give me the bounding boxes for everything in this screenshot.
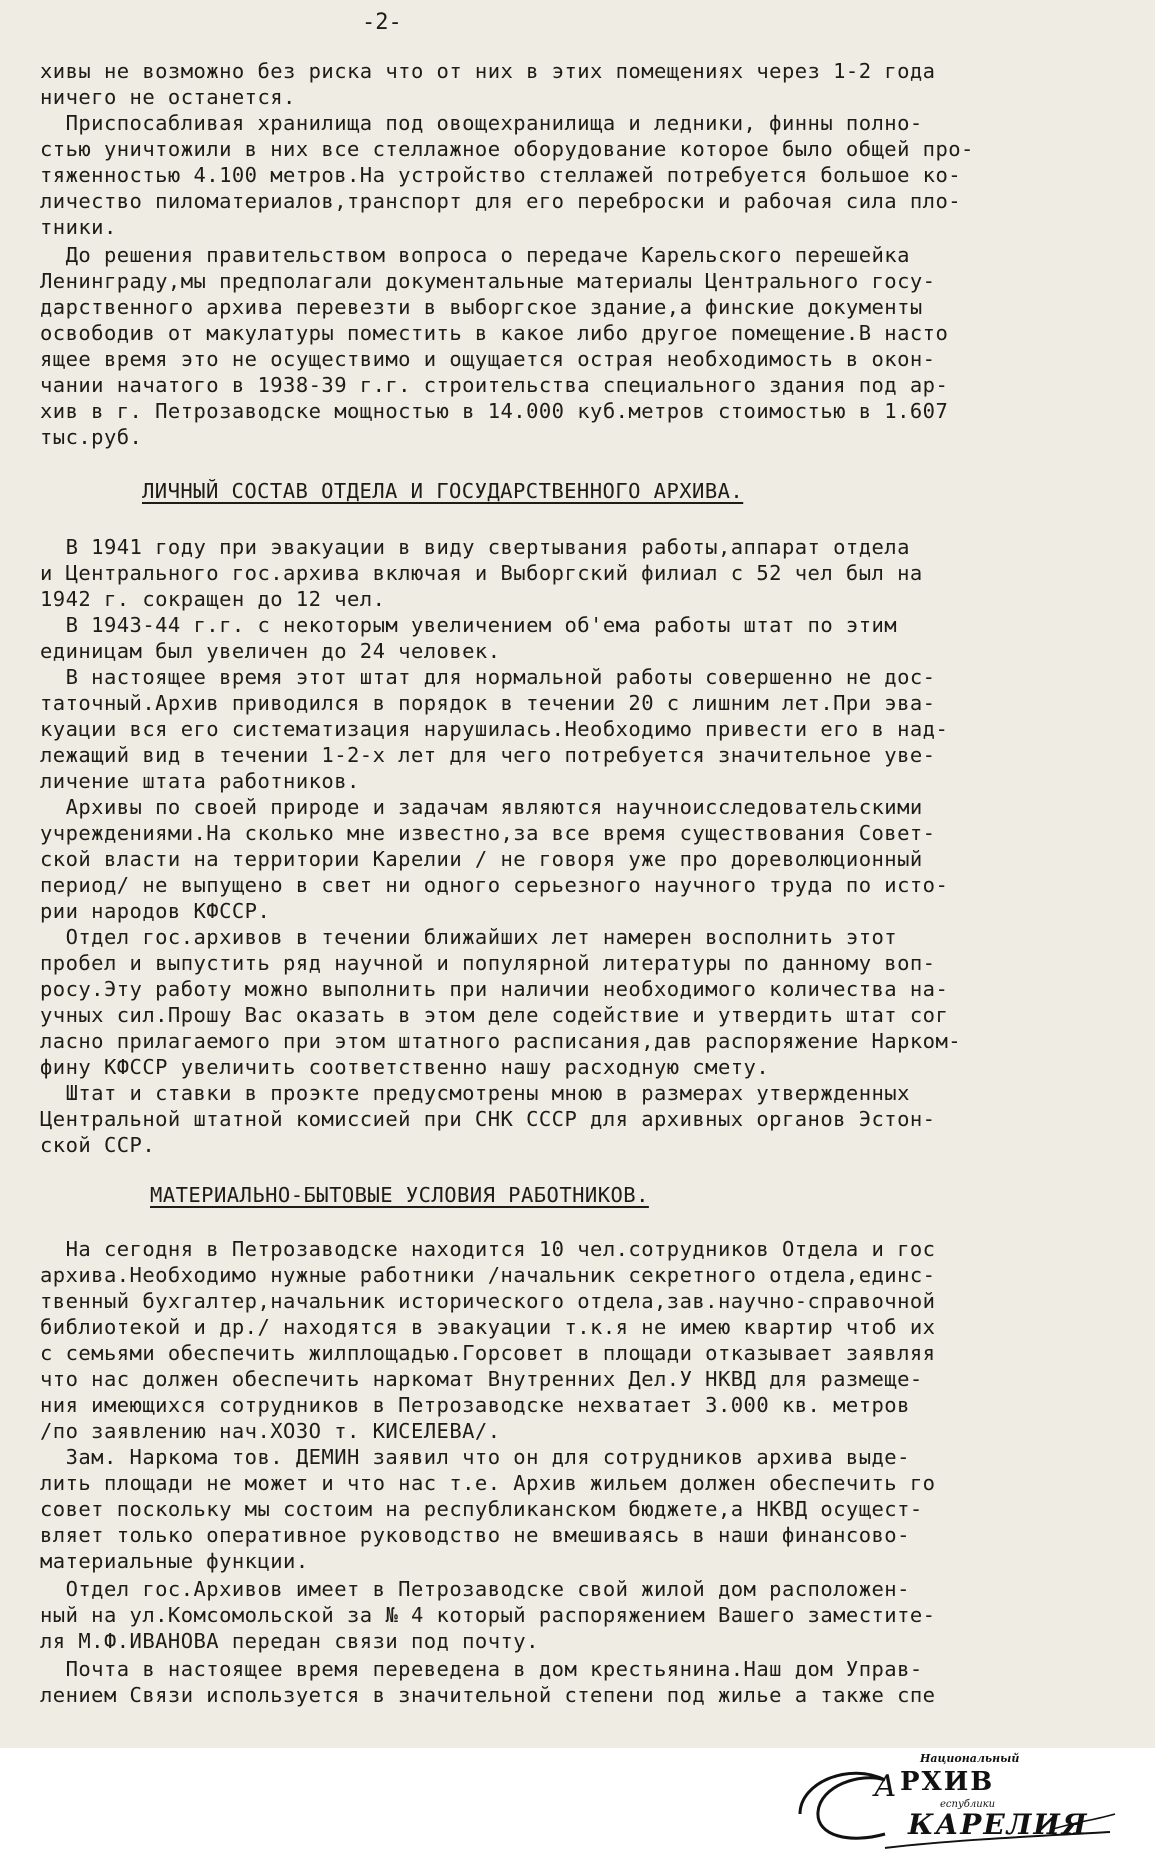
section-1-line: росу.Эту работу можно выполнить при наличии необходимого количества на- [40, 977, 949, 1001]
section-2-line: архива.Необходимо нужные работники /начальник секретного отдела,единс- [40, 1263, 936, 1287]
body-line: личество пиломатериалов,транспорт для его переброски и рабочая сила пло- [40, 189, 962, 213]
logo-line-karelia: КАРЕЛИЯ [908, 1808, 1089, 1841]
section-2-line: ля М.Ф.ИВАНОВА передан связи под почту. [40, 1629, 539, 1653]
body-line: освободив от макулатуры поместить в какое либо другое помещение.В насто [40, 321, 949, 345]
section-1-line: и Центрального гос.архива включая и Выборгский филиал с 52 чел был на [40, 561, 923, 585]
section-1-line: учреждениями.На сколько мне известно,за все время существования Совет- [40, 821, 936, 845]
section-2-line: ный на ул.Комсомольской за № 4 который распоряжением Вашего заместите- [40, 1603, 936, 1627]
section-heading-personnel: ЛИЧНЫЙ СОСТАВ ОТДЕЛА И ГОСУДАРСТВЕННОГО АРХИВА. [142, 479, 744, 503]
body-line: Ленинграду,мы предполагали документальные материалы Центрального госу- [40, 269, 936, 293]
body-line: Приспосабливая хранилища под овощехранилища и ледники, финны полно- [40, 111, 923, 135]
body-line: тники. [40, 215, 117, 239]
body-line: чании начатого в 1938-39 г.г. строительства специального здания под ар- [40, 373, 949, 397]
section-1-line: ской ССР. [40, 1133, 156, 1157]
section-2-line: материальные функции. [40, 1549, 309, 1573]
body-line: До решения правительством вопроса о передаче Карельского перешейка [40, 243, 910, 267]
section-1-line: В 1943-44 г.г. с некоторым увеличением об'ема работы штат по этим [40, 613, 898, 637]
logo-line-national: Национальный [920, 1752, 1020, 1765]
section-1-line: личение штата работников. [40, 769, 360, 793]
section-2-line: лением Связи используется в значительной степени под жилье а также спе [40, 1683, 936, 1707]
section-1-line: 1942 г. сокращен до 12 чел. [40, 587, 386, 611]
section-1-line: Центральной штатной комиссией при СНК СССР для архивных органов Эстон- [40, 1107, 936, 1131]
section-1-line: В настоящее время этот штат для нормальной работы совершенно не дос- [40, 665, 936, 689]
section-2-line: лить площади не может и что нас т.е. Архив жильем должен обеспечить го [40, 1471, 936, 1495]
section-1-line: пробел и выпустить ряд научной и популярной литературы по данному воп- [40, 951, 936, 975]
section-1-line: рии народов КФССР. [40, 899, 271, 923]
body-line: ничего не останется. [40, 85, 296, 109]
section-1-line: Архивы по своей природе и задачам являются научноисследовательскими [40, 795, 923, 819]
section-1-line: Штат и ставки в проэкте предусмотрены мною в размерах утвержденных [40, 1081, 910, 1105]
body-line: ящее время это не осуществимо и ощущается острая необходимость в окон- [40, 347, 936, 371]
section-1-line: В 1941 году при эвакуации в виду свертывания работы,аппарат отдела [40, 535, 910, 559]
section-1-line: Отдел гос.архивов в течении ближайших лет намерен восполнить этот [40, 925, 898, 949]
section-1-line: учных сил.Прошу Вас оказать в этом деле содействие и утвердить штат сог [40, 1003, 949, 1027]
section-2-line: твенный бухгалтер,начальник исторического отдела,зав.научно-справочной [40, 1289, 936, 1313]
archive-logo [790, 1752, 1120, 1852]
body-line: тыс.руб. [40, 425, 143, 449]
section-1-line: единицам был увеличен до 24 человек. [40, 639, 501, 663]
section-1-line: фину КФССР увеличить соответственно нашу расходную смету. [40, 1055, 770, 1079]
section-1-line: таточный.Архив приводился в порядок в течении 20 с лишним лет.При эва- [40, 691, 936, 715]
page-number: -2- [362, 10, 402, 35]
section-1-line: лежащий вид в течении 1-2-х лет для чего потребуется значительное уве- [40, 743, 936, 767]
body-line: дарственного архива перевезти в выборгское здание,а финские документы [40, 295, 923, 319]
section-2-line: библиотекой и др./ находятся в эвакуации т.к.я не имею квартир чтоб их [40, 1315, 936, 1339]
section-2-line: На сегодня в Петрозаводске находится 10 чел.сотрудников Отдела и гос [40, 1237, 936, 1261]
section-2-line: совет поскольку мы состоим на республиканском бюджете,а НКВД осущест- [40, 1497, 923, 1521]
section-1-line: ской власти на территории Карелии / не говоря уже про дореволюционный [40, 847, 923, 871]
logo-line-republic: еспублики [940, 1799, 996, 1810]
body-line: хив в г. Петрозаводске мощностью в 14.000 куб.метров стоимостью в 1.607 [40, 399, 949, 423]
section-2-line: Почта в настоящее время переведена в дом крестьянина.Наш дом Управ- [40, 1657, 923, 1681]
section-2-line: с семьями обеспечить жилплощадью.Горсовет в площади отказывает заявляя [40, 1341, 936, 1365]
body-line: хивы не возможно без риска что от них в этих помещениях через 1-2 года [40, 59, 936, 83]
logo-line-archive: РХИВ [900, 1767, 995, 1797]
section-2-line: Отдел гос.Архивов имеет в Петрозаводске свой жилой дом расположен- [40, 1577, 910, 1601]
body-line: тяженностью 4.100 метров.На устройство стеллажей потребуется большое ко- [40, 163, 962, 187]
section-2-line: вляет только оперативное руководство не вмешиваясь в наши финансово- [40, 1523, 910, 1547]
section-2-line: что нас должен обеспечить наркомат Внутренних Дел.У НКВД для размеще- [40, 1367, 923, 1391]
section-1-line: ласно прилагаемого при этом штатного расписания,дав распоряжение Нарком- [40, 1029, 962, 1053]
section-2-line: /по заявлению нач.ХОЗО т. КИСЕЛЕВА/. [40, 1419, 501, 1443]
section-heading-living-conditions: МАТЕРИАЛЬНО-БЫТОВЫЕ УСЛОВИЯ РАБОТНИКОВ. [150, 1183, 649, 1207]
logo-big-a: А [874, 1769, 897, 1804]
section-2-line: ния имеющихся сотрудников в Петрозаводске нехватает 3.000 кв. метров [40, 1393, 910, 1417]
body-line: стью уничтожили в них все стеллажное оборудование которое было общей про- [40, 137, 974, 161]
section-1-line: период/ не выпущено в свет ни одного серьезного научного труда по исто- [40, 873, 949, 897]
section-1-line: куации вся его систематизация нарушилась.Необходимо привести его в над- [40, 717, 949, 741]
section-2-line: Зам. Наркома тов. ДЕМИН заявил что он для сотрудников архива выде- [40, 1445, 910, 1469]
